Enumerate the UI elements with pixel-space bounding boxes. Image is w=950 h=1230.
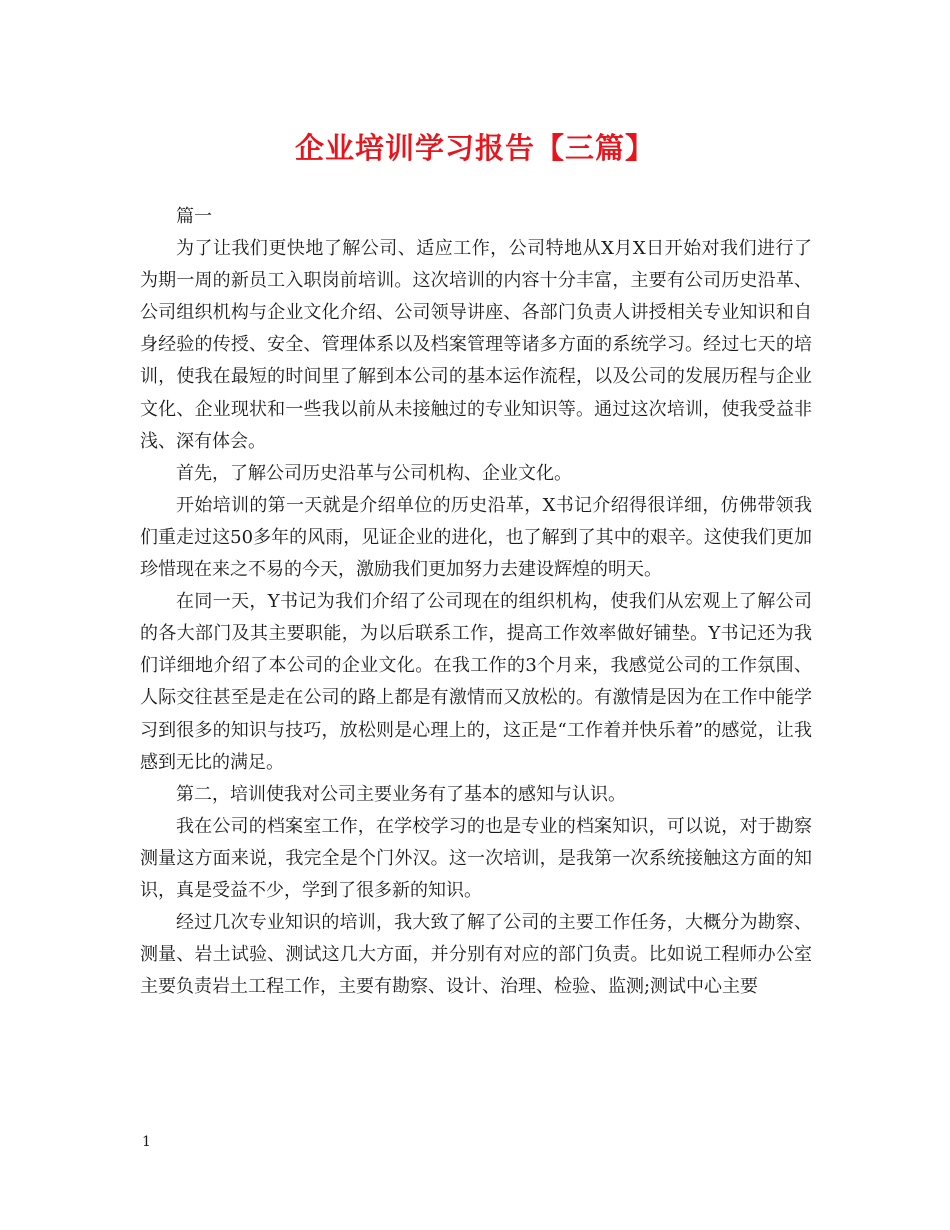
paragraph: 我在公司的档案室工作，在学校学习的也是专业的档案知识，可以说，对于勘察测量这方面来说，我完全是个门外汉。这一次培训，是我第一次系统接触这方面的知识，真是受益不少，学到了很多新的知识。 <box>140 815 812 901</box>
paragraph: 第二，培训使我对公司主要业务有了基本的感知与认识。 <box>176 783 626 805</box>
document-body <box>140 201 812 1003</box>
paragraph: 在同一天，Y书记为我们介绍了公司现在的组织机构，使我们从宏观上了解公司的各大部门及其主要职能，为以后联系工作，提高工作效率做好铺垫。Y书记还为我们详细地介绍了本公司的企业文化。在我工作的3个月来，我感觉公司的工作氛围、人际交往甚至是走在公司的路上都是有激情而又放松的。有激情是因为在工作中能学习到很多的知识与技巧，放松则是心理上的，这正是“工作着并快乐着”的感觉，让我感到无比的满足。 <box>140 591 812 773</box>
paragraph: 经过几次专业知识的培训，我大致了解了公司的主要工作任务，大概分为勘察、测量、岩土试验、测试这几大方面，并分别有对应的部门负责。比如说工程师办公室主要负责岩土工程工作，主要有勘察、设计、治理、检验、监测;测试中心主要 <box>140 912 812 998</box>
paragraph: 为了让我们更快地了解公司、适应工作，公司特地从X月X日开始对我们进行了为期一周的新员工入职岗前培训。这次培训的内容十分丰富，主要有公司历史沿革、公司组织机构与企业文化介绍、公司领导讲座、各部门负责人讲授相关专业知识和自身经验的传授、安全、管理体系以及档案管理等诸多方面的系统学习。经过七天的培训，使我在最短的时间里了解到本公司的基本运作流程，以及公司的发展历程与企业文化、企业现状和一些我以前从未接触过的专业知识等。通过这次培训，使我受益非浅、深有体会。 <box>140 238 812 452</box>
paragraph: 开始培训的第一天就是介绍单位的历史沿革，X书记介绍得很详细，仿佛带领我们重走过这50多年的风雨，见证企业的进化，也了解到了其中的艰辛。这使我们更加珍惜现在来之不易的今天，激励我们更加努力去建设辉煌的明天。 <box>140 494 812 581</box>
page-number: 1 <box>142 1134 151 1150</box>
document-title: 企业培训学习报告【三篇】 <box>294 131 655 165</box>
section-heading: 篇一 <box>176 206 212 227</box>
paragraph: 首先，了解公司历史沿革与公司机构、企业文化。 <box>176 462 572 484</box>
